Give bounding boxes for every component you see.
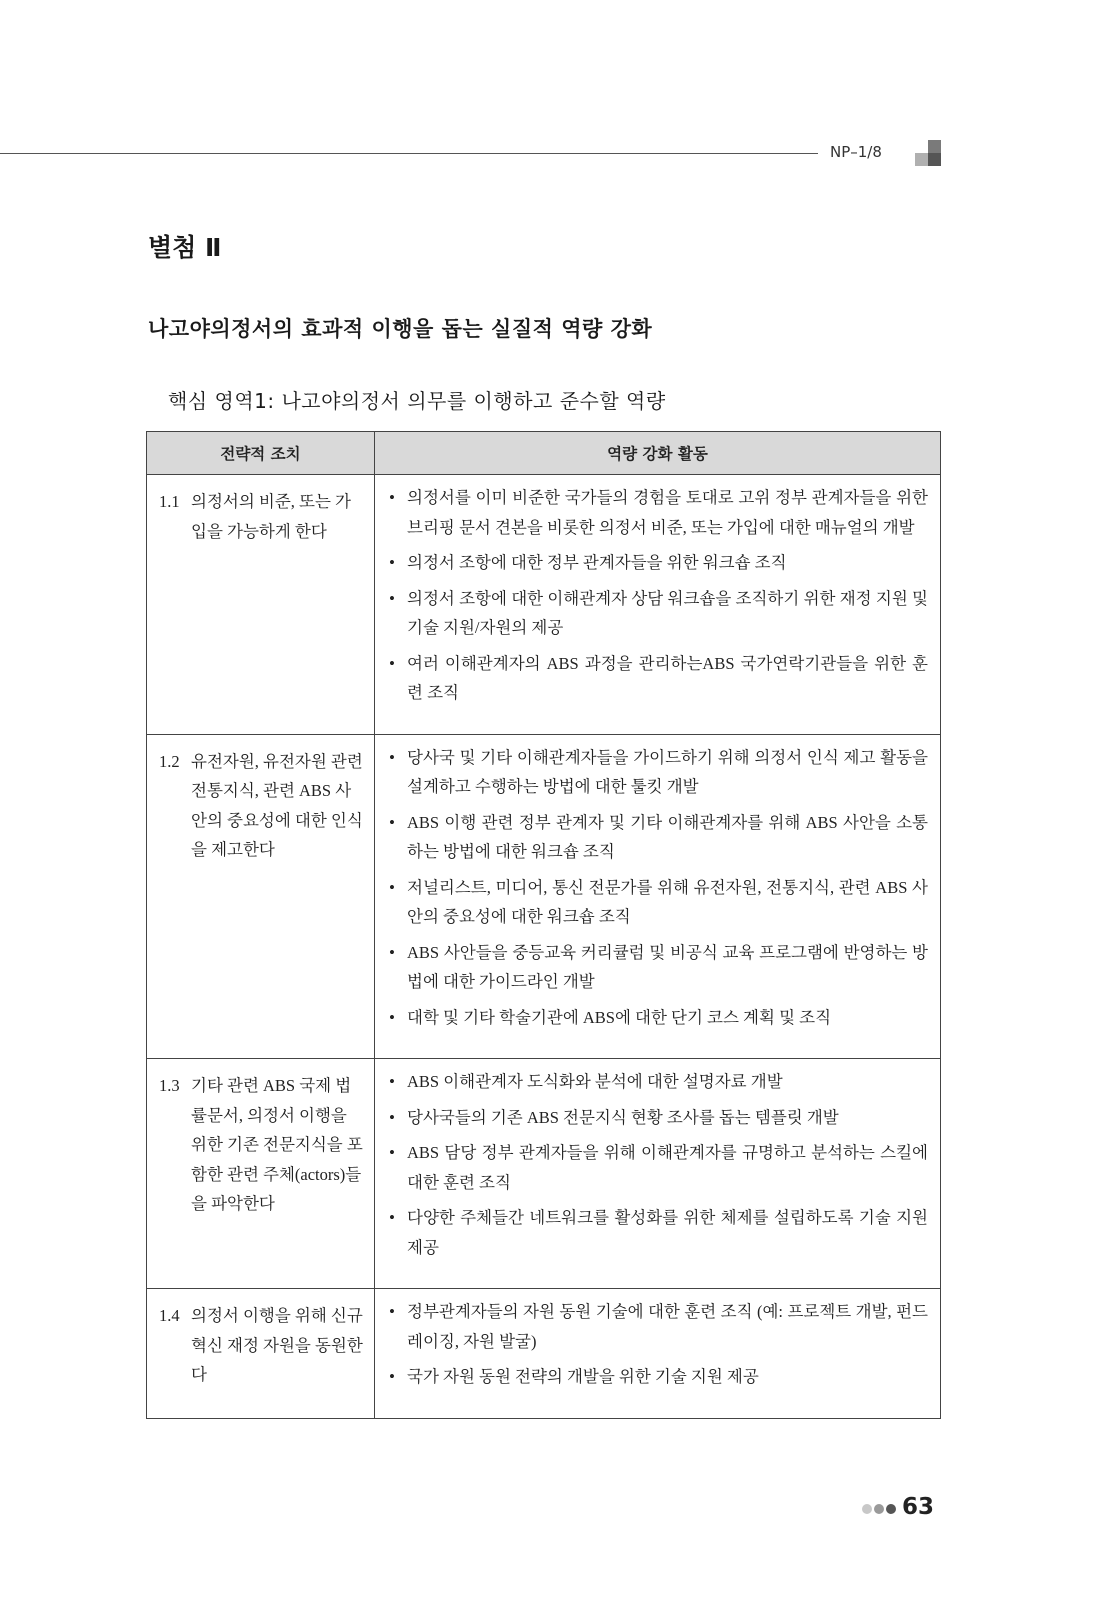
activities-cell bbox=[375, 1289, 941, 1419]
header-rule bbox=[0, 153, 818, 154]
measure-number: 1.3 bbox=[159, 1076, 180, 1095]
table-row bbox=[147, 475, 941, 735]
measure-number: 1.2 bbox=[159, 751, 180, 771]
activity-item: • ABS 이행 관련 정부 관계자 및 기타 이해관계자를 위해 ABS 사안을 소통하는 방법에 대한 워크숍 조직 bbox=[389, 808, 928, 867]
measure-number: 1.4 bbox=[159, 1306, 180, 1325]
table-row bbox=[147, 1289, 941, 1419]
measure-text: 의정서의 비준, 또는 가입을 가능하게 한다 bbox=[191, 492, 351, 541]
table-row bbox=[147, 1059, 941, 1289]
measure-text: 유전자원, 유전자원 관련 전통지식, 관련 ABS 사안의 중요성에 대한 인식을 제고한다 bbox=[191, 751, 363, 859]
activity-item: • 다양한 주체들간 네트워크를 활성화를 위한 체제를 설립하도록 기술 지원 제공 bbox=[389, 1203, 928, 1262]
footer-dot-icon bbox=[886, 1504, 896, 1514]
activity-item: • ABS 이해관계자 도식화와 분석에 대한 설명자료 개발 bbox=[389, 1067, 928, 1097]
strategic-measure-cell bbox=[147, 1289, 375, 1419]
header-square-mark-icon bbox=[915, 140, 941, 166]
activity-item: • 저널리스트, 미디어, 통신 전문가를 위해 유전자원, 전통지식, 관련 ABS 사안의 중요성에 대한 워크숍 조직 bbox=[389, 873, 928, 932]
column-header-activities: 역량 강화 활동 bbox=[375, 432, 941, 475]
measure-text: 의정서 이행을 위해 신규 혁신 재정 자원을 동원한다 bbox=[191, 1306, 363, 1384]
column-header-measure: 전략적 조치 bbox=[147, 432, 375, 475]
activity-item: • 의정서를 이미 비준한 국가들의 경험을 토대로 고위 정부 관계자들을 위한 브리핑 문서 견본을 비롯한 의정서 비준, 또는 가입에 대한 매뉴얼의 개발 bbox=[389, 483, 928, 542]
activities-cell bbox=[375, 734, 941, 1059]
strategic-measure-cell bbox=[147, 734, 375, 1059]
table-row bbox=[147, 734, 941, 1059]
table-header-row bbox=[147, 432, 941, 475]
strategic-measure-cell bbox=[147, 1059, 375, 1289]
activities-cell bbox=[375, 1059, 941, 1289]
activity-item: • 의정서 조항에 대한 이해관계자 상담 워크숍을 조직하기 위한 재정 지원 및 기술 지원/자원의 제공 bbox=[389, 584, 928, 643]
strategic-measure-cell bbox=[147, 475, 375, 735]
section-title: 나고야의정서의 효과적 이행을 돕는 실질적 역량 강화 bbox=[148, 317, 653, 341]
annex-title: 별첨 Ⅱ bbox=[148, 233, 222, 262]
activities-cell bbox=[375, 475, 941, 735]
activity-item: • ABS 담당 정부 관계자들을 위해 이해관계자를 규명하고 분석하는 스킬에 대한 훈련 조직 bbox=[389, 1138, 928, 1197]
measure-number: 1.1 bbox=[159, 492, 180, 511]
footer-dot-icon bbox=[862, 1504, 872, 1514]
activity-item: • ABS 사안들을 중등교육 커리큘럼 및 비공식 교육 프로그램에 반영하는 방법에 대한 가이드라인 개발 bbox=[389, 938, 928, 997]
activity-item: • 의정서 조항에 대한 정부 관계자들을 위한 워크숍 조직 bbox=[389, 548, 928, 578]
document-code: NP–1/8 bbox=[830, 143, 882, 161]
core-area-title: 핵심 영역1: 나고야의정서 의무를 이행하고 준수할 역량 bbox=[168, 389, 666, 413]
page-footer bbox=[862, 1494, 942, 1524]
footer-dot-icon bbox=[874, 1504, 884, 1514]
capacity-building-table bbox=[146, 431, 941, 1419]
measure-text: 기타 관련 ABS 국제 법률문서, 의정서 이행을 위한 기존 전문지식을 포함한 관련 주체(actors)들을 파악한다 bbox=[191, 1076, 363, 1213]
activity-item: • 여러 이해관계자의 ABS 과정을 관리하는ABS 국가연락기관들을 위한 훈련 조직 bbox=[389, 649, 928, 708]
activity-item: • 정부관계자들의 자원 동원 기술에 대한 훈련 조직 (예: 프로젝트 개발, 펀드레이징, 자원 발굴) bbox=[389, 1297, 928, 1356]
activity-item: • 국가 자원 동원 전략의 개발을 위한 기술 지원 제공 bbox=[389, 1362, 928, 1392]
activity-item: • 대학 및 기타 학술기관에 ABS에 대한 단기 코스 계획 및 조직 bbox=[389, 1003, 928, 1033]
page-number: 63 bbox=[902, 1494, 935, 1520]
activity-item: • 당사국 및 기타 이해관계자들을 가이드하기 위해 의정서 인식 제고 활동을 설계하고 수행하는 방법에 대한 툴킷 개발 bbox=[389, 743, 928, 802]
activity-item: • 당사국들의 기존 ABS 전문지식 현황 조사를 돕는 템플릿 개발 bbox=[389, 1103, 928, 1133]
